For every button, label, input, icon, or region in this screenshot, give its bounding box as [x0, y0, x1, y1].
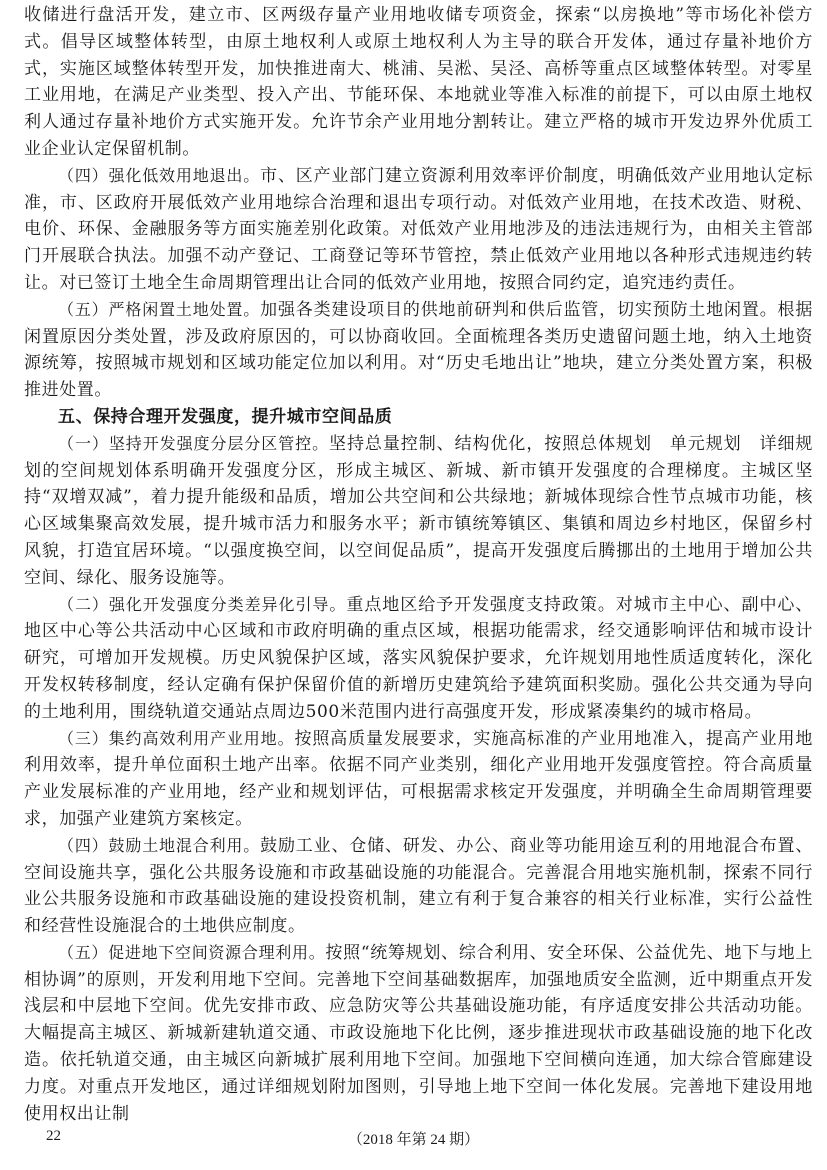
paragraph-idle-land-disposal	[24, 297, 813, 404]
paragraph-text: 加强各类建设项目的供地前研判和供后监管，切实预防土地闲置。根据闲置原因分类处置，涉及政府原因的，可以协商收回。全面梳理各类历史遗留问题土地，纳入土地资源统筹，按照城市规划和区域功能定位加以利用。对“历史毛地出让”地块，建立分类处置方案，积极推进处置。	[24, 299, 814, 401]
paragraph-text: 按照“统筹规划、综合利用、安全环保、公益优先、地下与地上相协调”的原则，开发利用地下空间。完善地下空间基础数据库，加强地质安全监测，近中期重点开发浅层和中层地下空间。优先安排市政、应急防灾等公共基础设施功能，有序适度安排公共活动功能。大幅提高主城区、新城新建轨道交通、市政设施地下化比例，逐步推进现状市政基础设施的地下化改造。依托轨道交通，由主城区向新城扩展利用地下空间。加强地下空间横向连通，加大综合管廊建设力度。对重点开发地区，通过详细规划附加图则，引导地上地下空间一体化发展。完善地下建设用地使用权出让制	[24, 942, 813, 1124]
issue-label: （2018 年第 24 期）	[347, 1132, 480, 1148]
paragraph-lead: （五）促进地下空间资源合理利用。	[58, 942, 326, 962]
section-heading: 五、保持合理开发强度，提升城市空间品质	[58, 406, 393, 427]
paragraph-text: 坚持总量控制、结构优化，按照总体规划 单元规划 详细规划的空间规划体系明确开发强度分区，形成主城区、新城、新市镇开发强度的合理梯度。主城区坚持“双增双减”，着力提升能级和品质，增加公共空间和公共绿地；新城体现综合性节点城市功能，核心区域集聚高效发展，提升城市活力和服务水平；新市镇统筹镇区、集镇和周边乡村地区，保留乡村风貌，打造宜居环境。“以强度换空间，以空间促品质”，提高开发强度后腾挪出的土地用于增加公共空间、绿化、服务设施等。	[24, 433, 813, 588]
paragraph-text: 重点地区给予开发强度支持政策。对城市主中心、副中心、地区中心等公共活动中心区域和市政府明确的重点区域，根据功能需求，经交通影响评估和城市设计研究，可增加开发规模。历史风貌保护区域，落实风貌保护要求，允许规划用地性质适度转化，深化开发权转移制度，经认定确有保护保留价值的新增历史建筑给予建筑面积奖励。强化公共交通为导向的土地利用，围绕轨道交通站点周边500米范围内进行高强度开发，形成紧凑集约的城市格局。	[24, 594, 813, 722]
paragraph-underground-space	[24, 940, 813, 1128]
paragraph-low-efficiency-land-exit	[24, 163, 813, 297]
paragraph-continuation	[24, 2, 813, 163]
paragraph-mixed-land-use	[24, 833, 813, 940]
document-body	[24, 2, 813, 1127]
paragraph-text: 市、区产业部门建立资源利用效率评价制度，明确低效产业用地认定标准，市、区政府开展低效产业用地综合治理和退出专项行动。对低效产业用地，在技术改造、财税、电价、环保、金融服务等方面实施差别化政策。对低效产业用地涉及的违法违规行为，由相关主管部门开展联合执法。加强不动产登记、工商登记等环节管控，禁止低效产业用地以各种形式违规违约转让。对已签订土地全生命周期管理出让合同的低效产业用地，按照合同约定，追究违约责任。	[24, 165, 814, 293]
paragraph-lead: （一）坚持开发强度分层分区管控。	[58, 433, 330, 453]
paragraph-differentiated-guidance	[24, 592, 813, 726]
paragraph-text: 收储进行盘活开发，建立市、区两级存量产业用地收储专项资金，探索“以房换地”等市场化补偿方式。倡导区域整体转型，由原土地权利人或原土地权利人为主导的联合开发体，通过存量补地价方式，实施区域整体转型开发，加快推进南大、桃浦、吴淞、吴泾、高桥等重点区域整体转型。对零星工业用地，在满足产业类型、投入产出、节能环保、本地就业等准入标准的前提下，可以由原土地权利人通过存量补地价方式实施开发。允许节余产业用地分割转让。建立严格的城市开发边界外优质工业企业认定保留机制。	[24, 5, 813, 159]
paragraph-lead: （二）强化开发强度分类差异化引导。	[58, 594, 347, 614]
paragraph-text: 鼓励工业、仓储、研发、办公、商业等功能用途互利的用地混合布置、空间设施共享，强化公共服务设施和市政基础设施的功能混合。完善混合用地实施机制，探索不同行业公共服务设施和市政基础设施的建设投资机制，建立有利于复合兼容的相关行业标准，实行公益性和经营性设施混合的土地供应制度。	[24, 835, 814, 937]
page-footer	[0, 1128, 827, 1150]
paragraph-industrial-land-use	[24, 726, 813, 833]
paragraph-text: 按照高质量发展要求，实施高标准的产业用地准入，提高产业用地利用效率，提升单位面积土地产出率。依据不同产业类别，细化产业用地开发强度管控。符合高质量产业发展标准的产业用地，经产业和规划评估，可根据需求核定开发强度，并明确全生命周期管理要求，加强产业建筑方案核定。	[24, 728, 813, 829]
paragraph-lead: （四）强化低效用地退出。	[58, 165, 261, 185]
page-number: 22	[46, 1128, 61, 1144]
paragraph-lead: （五）严格闲置土地处置。	[58, 299, 261, 319]
paragraph-lead: （四）鼓励土地混合利用。	[58, 835, 261, 855]
paragraph-development-intensity-zoning	[24, 431, 813, 592]
paragraph-lead: （三）集约高效利用产业用地。	[58, 728, 295, 748]
